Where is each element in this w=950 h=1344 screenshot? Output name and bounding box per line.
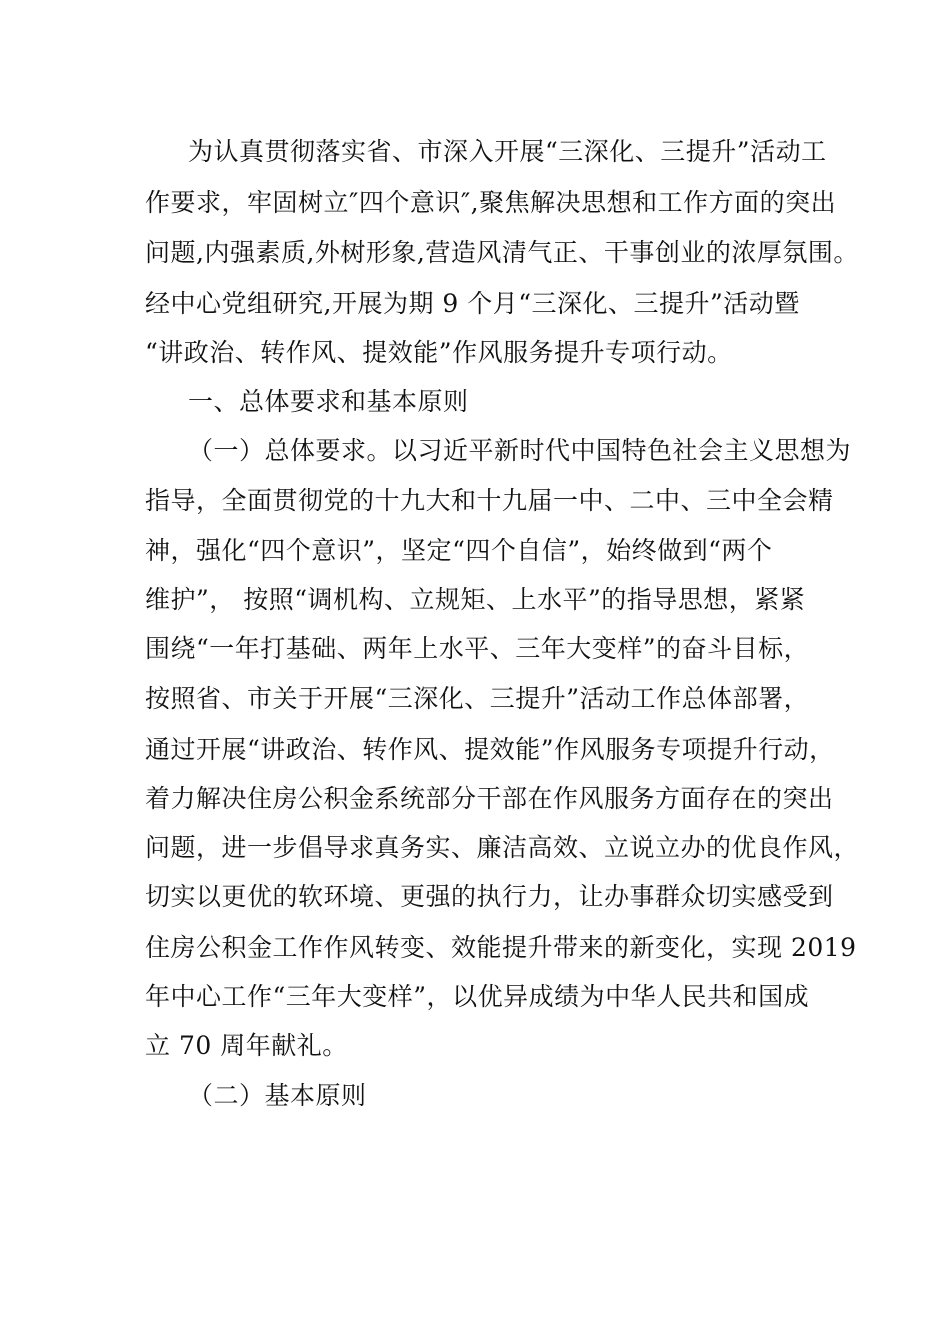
body-line: 维护”， 按照“调机构、立规矩、上水平”的指导思想，紧紧 — [145, 585, 806, 614]
body-line: 神，强化“四个意识”，坚定“四个自信”，始终做到“两个 — [145, 536, 773, 565]
body-line: （一）总体要求。以习近平新时代中国特色社会主义思想为 — [188, 436, 852, 465]
body-line: 年中心工作“三年大变样”，以优异成绩为中华人民共和国成 — [145, 982, 810, 1011]
intro-line: “讲政治、转作风、提效能”作风服务提升专项行动。 — [145, 338, 733, 367]
body-line: 指导，全面贯彻党的十九大和十九届一中、二中、三中全会精 — [145, 486, 834, 515]
body-line: 住房公积金工作作风转变、效能提升带来的新变化，实现 2019 — [145, 933, 857, 962]
body-line: 切实以更优的软环境、更强的执行力，让办事群众切实感受到 — [145, 882, 834, 911]
body-line: 问题，进一步倡导求真务实、廉洁高效、立说立办的优良作风， — [145, 833, 860, 862]
intro-line: 经中心党组研究,开展为期 9 个月“三深化、三提升”活动暨 — [145, 289, 800, 318]
intro-line: 作要求，牢固树立″四个意识″,聚焦解决思想和工作方面的突出 — [145, 188, 837, 217]
body-line: 按照省、市关于开展“三深化、三提升”活动工作总体部署， — [145, 684, 810, 713]
body-line: 立 70 周年献礼。 — [145, 1031, 348, 1060]
body-line: 着力解决住房公积金系统部分干部在作风服务方面存在的突出 — [145, 784, 834, 813]
section-heading: 一、总体要求和基本原则 — [188, 387, 469, 416]
body-line: 通过开展“讲政治、转作风、提效能”作风服务专项提升行动， — [145, 735, 835, 764]
body-line: 围绕“一年打基础、两年上水平、三年大变样”的奋斗目标， — [145, 634, 810, 663]
intro-line: 为认真贯彻落实省、市深入开展“三深化、三提升”活动工 — [188, 137, 827, 166]
intro-line: 问题,内强素质,外树形象,营造风清气正、干事创业的浓厚氛围。 — [145, 238, 859, 267]
subsection-heading: （二）基本原则 — [188, 1081, 367, 1110]
